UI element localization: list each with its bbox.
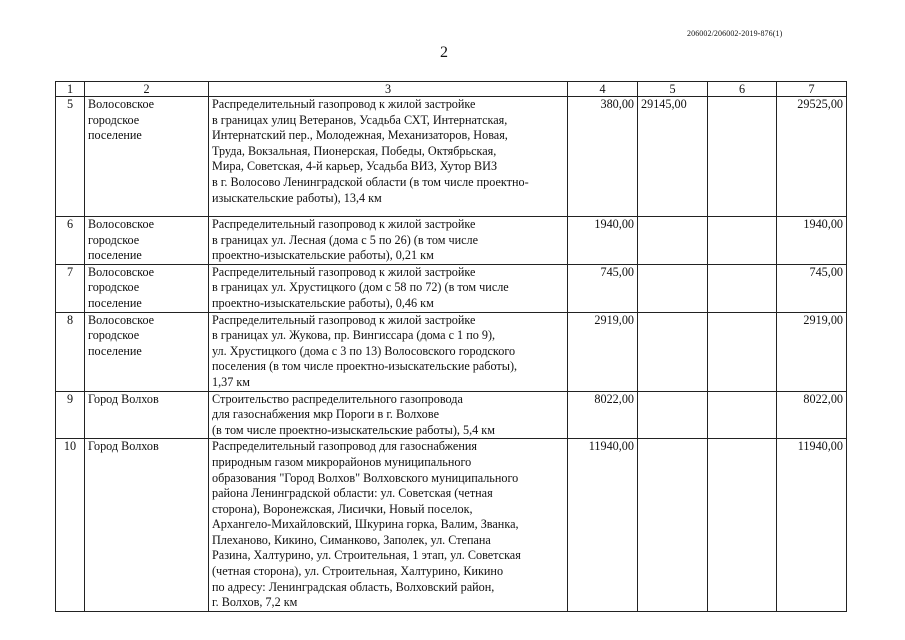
municipality-cell: Волосовское городское поселение xyxy=(85,97,209,217)
amount-col6-cell xyxy=(708,97,777,217)
table-row xyxy=(56,391,847,439)
document-id: 206002/206002-2019-876(1) xyxy=(687,29,783,38)
amount-col6-cell xyxy=(708,439,777,612)
amount-col5-cell xyxy=(638,391,708,439)
municipality-cell: Город Волхов xyxy=(85,391,209,439)
total-amount-cell: 745,00 xyxy=(777,264,847,312)
municipality-cell: Город Волхов xyxy=(85,439,209,612)
object-description-cell: Распределительный газопровод к жилой застройке в границах улиц Ветеранов, Усадьба СХТ, Интернатская, Интернатский пер., Молодежная, Механизаторов, Новая, Труда, Вокзальная, Пионерская, Победы, Октябрьская, Мира, Советская, 4-й карьер, Усадьба ВИЗ, Хутор ВИЗ в г. Волосово Ленинградской области (в том числе проектно- изыскательские работы), 13,4 км xyxy=(209,97,568,217)
row-number-cell: 8 xyxy=(56,312,85,391)
total-amount-cell: 1940,00 xyxy=(777,217,847,265)
object-description-cell: Строительство распределительного газопровода для газоснабжения мкр Пороги в г. Волхове (в том числе проектно-изыскательские работы), 5,4 км xyxy=(209,391,568,439)
amount-col4-cell: 380,00 xyxy=(568,97,638,217)
amount-col6-cell xyxy=(708,217,777,265)
object-description-cell: Распределительный газопровод к жилой застройке в границах ул. Хрустицкого (дом с 58 по 72) (в том числе проектно-изыскательские работы), 0,46 км xyxy=(209,264,568,312)
amount-col4-cell: 745,00 xyxy=(568,264,638,312)
amount-col5-cell xyxy=(638,217,708,265)
amount-col5-cell xyxy=(638,439,708,612)
table-row xyxy=(56,97,847,217)
amount-col4-cell: 2919,00 xyxy=(568,312,638,391)
column-header: 4 xyxy=(568,82,638,97)
amount-col6-cell xyxy=(708,312,777,391)
column-header: 5 xyxy=(638,82,708,97)
row-number-cell: 9 xyxy=(56,391,85,439)
total-amount-cell: 8022,00 xyxy=(777,391,847,439)
amount-col5-cell xyxy=(638,312,708,391)
row-number-cell: 10 xyxy=(56,439,85,612)
table-row xyxy=(56,312,847,391)
amount-col4-cell: 1940,00 xyxy=(568,217,638,265)
column-header: 2 xyxy=(85,82,209,97)
amount-col5-cell: 29145,00 xyxy=(638,97,708,217)
amount-col5-cell xyxy=(638,264,708,312)
amount-col6-cell xyxy=(708,264,777,312)
municipality-cell: Волосовское городское поселение xyxy=(85,264,209,312)
amount-col6-cell xyxy=(708,391,777,439)
total-amount-cell: 11940,00 xyxy=(777,439,847,612)
total-amount-cell: 29525,00 xyxy=(777,97,847,217)
municipality-cell: Волосовское городское поселение xyxy=(85,312,209,391)
table-row xyxy=(56,264,847,312)
table-row xyxy=(56,217,847,265)
row-number-cell: 5 xyxy=(56,97,85,217)
object-description-cell: Распределительный газопровод к жилой застройке в границах ул. Жукова, пр. Вингиссара (дома с 1 по 9), ул. Хрустицкого (дома с 3 по 13) Волосовского городского поселения (в том числе проектно-изыскательские работы), 1,37 км xyxy=(209,312,568,391)
table-row xyxy=(56,439,847,612)
column-header: 6 xyxy=(708,82,777,97)
column-header: 7 xyxy=(777,82,847,97)
amount-col4-cell: 11940,00 xyxy=(568,439,638,612)
projects-table xyxy=(55,81,847,612)
municipality-cell: Волосовское городское поселение xyxy=(85,217,209,265)
total-amount-cell: 2919,00 xyxy=(777,312,847,391)
amount-col4-cell: 8022,00 xyxy=(568,391,638,439)
object-description-cell: Распределительный газопровод к жилой застройке в границах ул. Лесная (дома с 5 по 26) (в том числе проектно-изыскательские работы), 0,21 км xyxy=(209,217,568,265)
column-header: 3 xyxy=(209,82,568,97)
page-number: 2 xyxy=(440,44,448,61)
row-number-cell: 7 xyxy=(56,264,85,312)
column-header: 1 xyxy=(56,82,85,97)
table-header-row xyxy=(56,82,847,97)
row-number-cell: 6 xyxy=(56,217,85,265)
object-description-cell: Распределительный газопровод для газоснабжения природным газом микрорайонов муниципального образования "Город Волхов" Волховского муниципального района Ленинградской области: ул. Советская (четная сторона), Воронежская, Лисички, Новый поселок, Архангело-Михайловский, Шкурина горка, Валим, Званка, Плеханово, Кикино, Симанково, Заполек, ул. Степана Разина, Халтурино, ул. Строительная, 1 этап, ул. Советская (четная сторона), ул. Строительная, Халтурино, Кикино по адресу: Ленинградская область, Волховский район, г. Волхов, 7,2 км xyxy=(209,439,568,612)
